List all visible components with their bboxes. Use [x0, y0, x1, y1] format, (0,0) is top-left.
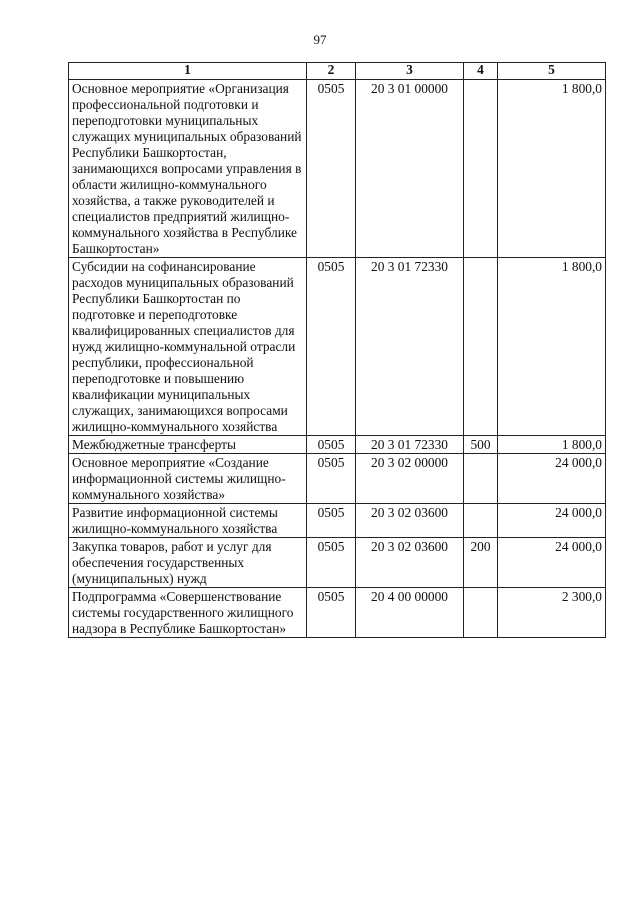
row-name: Развитие информационной системы жилищно-коммунального хозяйства [69, 504, 307, 538]
row-amount: 1 800,0 [498, 258, 606, 436]
row-code: 20 4 00 00000 [356, 588, 464, 638]
row-section: 0505 [307, 454, 356, 504]
header-col-1: 1 [69, 63, 307, 80]
row-amount: 24 000,0 [498, 504, 606, 538]
header-col-4: 4 [464, 63, 498, 80]
row-type [464, 504, 498, 538]
row-type [464, 454, 498, 504]
row-amount: 1 800,0 [498, 80, 606, 258]
row-type: 200 [464, 538, 498, 588]
table-row [69, 436, 606, 454]
row-section: 0505 [307, 538, 356, 588]
row-name: Межбюджетные трансферты [69, 436, 307, 454]
row-type [464, 80, 498, 258]
header-col-2: 2 [307, 63, 356, 80]
table-row [69, 588, 606, 638]
header-col-3: 3 [356, 63, 464, 80]
row-code: 20 3 01 00000 [356, 80, 464, 258]
row-amount: 24 000,0 [498, 454, 606, 504]
row-type: 500 [464, 436, 498, 454]
table-row [69, 538, 606, 588]
row-code: 20 3 01 72330 [356, 436, 464, 454]
row-name: Основное мероприятие «Организация профессиональной подготовки и переподготовки муниципальных служащих муниципальных образований Республики Башкортостан, занимающихся вопросами управления в области жилищно-коммунального хозяйства, а также руководителей и специалистов предприятий жилищно-коммунального хозяйства в Республике Башкортостан» [69, 80, 307, 258]
row-amount: 2 300,0 [498, 588, 606, 638]
table-header [69, 63, 606, 80]
row-section: 0505 [307, 436, 356, 454]
row-code: 20 3 02 00000 [356, 454, 464, 504]
row-name: Подпрограмма «Совершенствование системы государственного жилищного надзора в Республике Башкортостан» [69, 588, 307, 638]
row-amount: 24 000,0 [498, 538, 606, 588]
row-section: 0505 [307, 504, 356, 538]
table-row [69, 454, 606, 504]
row-type [464, 588, 498, 638]
table-body [69, 80, 606, 638]
table-row [69, 504, 606, 538]
row-amount: 1 800,0 [498, 436, 606, 454]
row-name: Закупка товаров, работ и услуг для обеспечения государственных (муниципальных) нужд [69, 538, 307, 588]
row-type [464, 258, 498, 436]
header-row [69, 63, 606, 80]
table-row [69, 258, 606, 436]
header-col-5: 5 [498, 63, 606, 80]
budget-table [68, 62, 606, 638]
row-code: 20 3 02 03600 [356, 504, 464, 538]
row-name: Субсидии на софинансирование расходов муниципальных образований Республики Башкортостан по подготовке и переподготовке квалифицированных специалистов для нужд жилищно-коммунальной отрасли республики, профессиональной переподготовке и повышению квалификации муниципальных служащих, занимающихся вопросами жилищно-коммунального хозяйства [69, 258, 307, 436]
page-number: 97 [313, 32, 327, 47]
table-row [69, 80, 606, 258]
row-section: 0505 [307, 80, 356, 258]
row-section: 0505 [307, 588, 356, 638]
row-code: 20 3 01 72330 [356, 258, 464, 436]
row-code: 20 3 02 03600 [356, 538, 464, 588]
row-section: 0505 [307, 258, 356, 436]
row-name: Основное мероприятие «Создание информационной системы жилищно-коммунального хозяйства» [69, 454, 307, 504]
